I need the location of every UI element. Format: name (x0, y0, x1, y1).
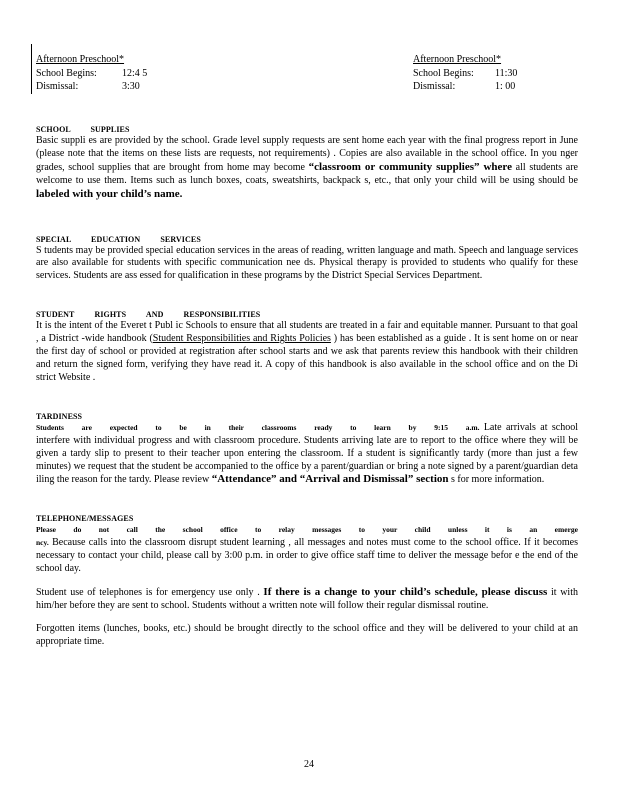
text-run: it with him/her before they are sent to school. Students without a written note will follow their regular dismissal routine. (36, 586, 578, 611)
text-run: Because calls into the classroom disrupt student learning , all messages and notes must come to the school office. If it becomes necessary to contact your child, please call by 3:00 p.m. in order to give office staff time to deliver the message befor e the end of the school day. (36, 537, 578, 575)
dismissal-value: 1: 00 (495, 81, 516, 92)
begins-label: School Begins: (413, 67, 474, 79)
begins-label: School Begins: (36, 67, 97, 79)
emphasis-run: “Attendance” and “Arrival and Dismissal” section (211, 473, 449, 486)
dismissal-label: Dismissal: (36, 81, 79, 92)
lead-run: Please do not call the school office to relay messages to your child unless it is an emerge ncy. (36, 525, 578, 548)
emphasis-run: If there is a change to your child’s schedule, please discuss (263, 585, 548, 598)
section-text: S tudents may be provided special education services in the areas of reading, written language and math. Speech and language services are also available for students with specific communication nee ds. Physical therapy is provided to students who qualify for these services. Students are ass essed for qualification in these programs by the District Special Services Department. (36, 244, 578, 282)
begins-value: 11:30 (495, 67, 518, 79)
section-heading: SCHOOL SUPPLIES (36, 125, 130, 134)
schedule-right-header: Afternoon Preschool* (413, 54, 502, 65)
section-student-rights (36, 309, 578, 385)
page-number: 24 (304, 759, 314, 770)
emphasis-run: “classroom or community supplies” where (308, 160, 512, 173)
section-school-supplies (36, 124, 578, 202)
emphasis-run: labeled with your child’s name. (36, 187, 183, 200)
section-text (36, 320, 578, 385)
section-heading: TELEPHONE/MESSAGES (36, 514, 134, 524)
text-run: Late arrivals at school interfere with individual progress and with classroom procedure. Students arriving late are to report to the office where they will be given a tardy slip to present to their teacher upon entering the classroom. If a student is significantly tardy (more than just a few minutes) we request that the student be accompanied to the office by a parent/guardian or bring a note signed by a parent/guardian deta iling the reason for the tardy. Please review (36, 421, 579, 486)
dismissal-label: Dismissal: (413, 81, 456, 92)
section-heading: SPECIAL EDUCATION SERVICES (36, 234, 201, 244)
text-run: all students are welcome to use them. Items such as lunch boxes, coats, sweatshirts, backpack s, etc., that only your child will be using should be (36, 161, 579, 186)
section-text (36, 524, 578, 576)
schedule-right (413, 53, 517, 94)
dismissal-value: 3:30 (122, 81, 140, 92)
section-tardiness (36, 411, 578, 488)
section-heading: TARDINESS (36, 411, 83, 421)
schedule-right-begins (413, 67, 517, 81)
schedule-left (36, 53, 147, 94)
section-text (36, 586, 578, 613)
text-run: Basic suppli es are provided by the school. Grade level supply requests are sent home each year with the final progress report in June (please note that the items on these lists are requests, not requirements) . Copies are also available in the school office. In you nger grades, school supplies that are brought from home may become (36, 135, 578, 173)
schedule-left-header: Afternoon Preschool* (36, 54, 125, 65)
text-run: Student use of telephones is for emergency use only . (36, 586, 264, 598)
schedule-left-begins (36, 67, 147, 81)
begins-value: 12:4 5 (122, 67, 148, 79)
section-text (36, 135, 578, 202)
document-body (36, 124, 578, 649)
lead-run: Students are expected to be in their classrooms ready to learn by 9:15 a.m. (36, 422, 480, 432)
section-text: Forgotten items (lunches, books, etc.) should be brought directly to the school office and they will be delivered to your child at an appropriate time. (36, 622, 578, 647)
section-special-education (36, 234, 578, 284)
handbook-link[interactable]: Student Responsibilities and Rights Policies (152, 333, 331, 345)
text-run: ) has been established as a guide . It is sent home on or near the first day of school or provided at registration after school starts and we ask that parents review this handbook with their children and return the signed form, verifying they have read it. A copy of this handbook is also available in the school office and on the Di strict Website . (36, 333, 578, 383)
schedule-right-dismissal (413, 80, 517, 94)
section-telephone (36, 513, 578, 648)
schedule-left-dismissal (36, 80, 147, 94)
section-heading: STUDENT RIGHTS AND RESPONSIBILITIES (36, 310, 261, 320)
margin-rule (31, 44, 32, 94)
text-run: It is the intent of the Everet t Publ ic Schools to ensure that all students are treated in a fair and equitable manner. Pursuant to that goal , a District -wide handbook ( (36, 320, 578, 345)
text-run: s for more information. (448, 474, 545, 486)
section-text (36, 422, 578, 488)
